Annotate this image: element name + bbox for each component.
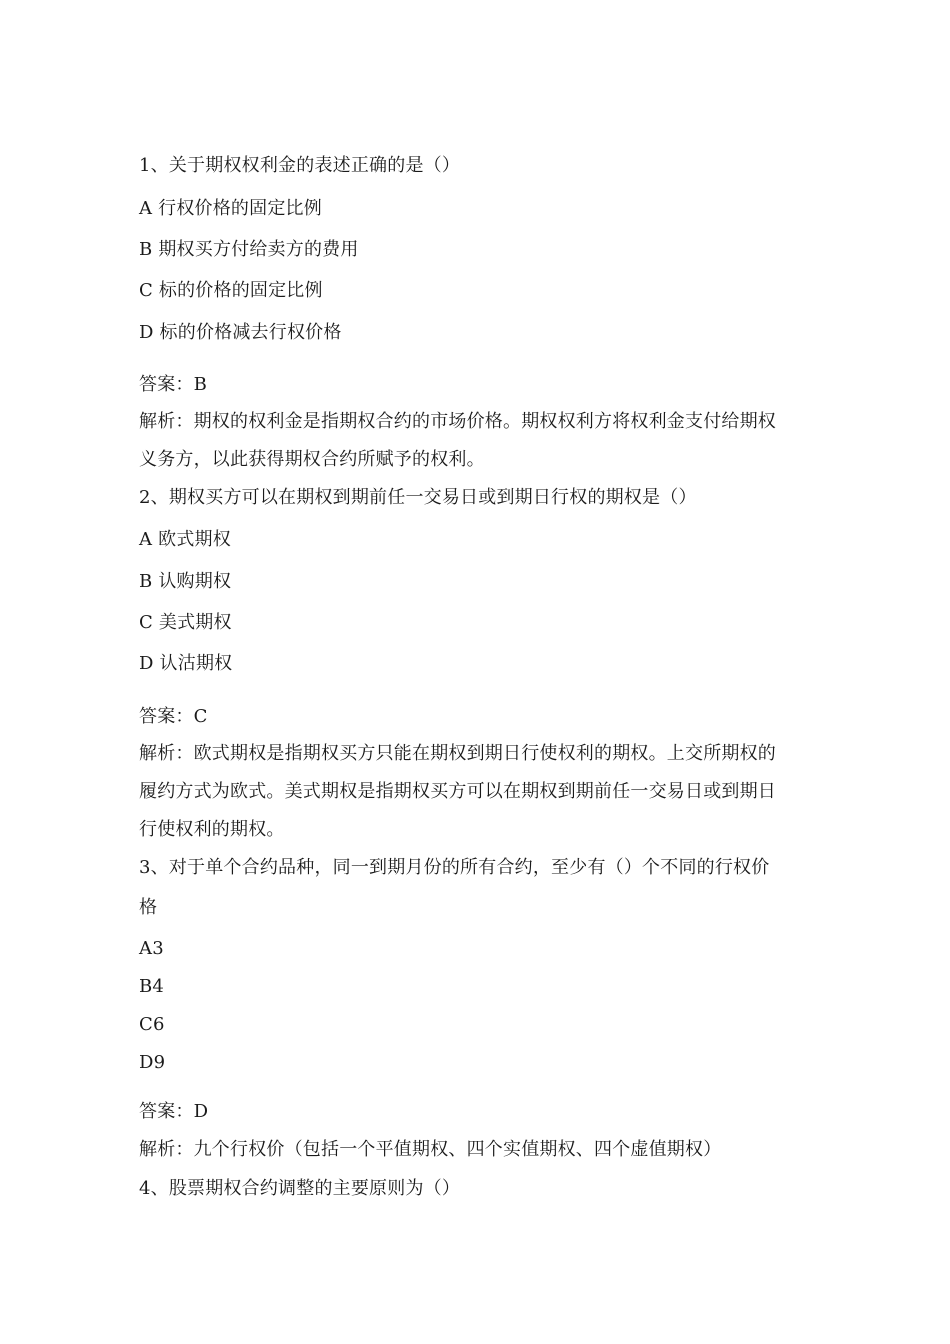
question-3-line-2: 格	[139, 897, 158, 918]
q1-option-c: C 标的价格的固定比例	[139, 280, 323, 301]
question-2: 2、期权买方可以在期权到期前任一交易日或到期日行权的期权是（）	[139, 487, 697, 508]
q2-option-a: A 欧式期权	[139, 529, 231, 550]
q2-analysis-line-1: 解析：欧式期权是指期权买方只能在期权到期日行使权利的期权。上交所期权的	[139, 743, 776, 764]
q2-answer: 答案：C	[139, 706, 208, 727]
q1-analysis-line-1: 解析：期权的权利金是指期权合约的市场价格。期权权利方将权利金支付给期权	[139, 411, 776, 432]
q3-analysis-line-1: 解析：九个行权价（包括一个平值期权、四个实值期权、四个虚值期权）	[139, 1139, 722, 1160]
q1-option-b: B 期权买方付给卖方的费用	[139, 239, 359, 260]
q1-answer: 答案：B	[139, 374, 208, 395]
q1-option-a: A 行权价格的固定比例	[139, 198, 322, 219]
q2-analysis-line-3: 行使权利的期权。	[139, 819, 285, 840]
q3-option-d: D9	[139, 1052, 166, 1073]
q2-analysis-line-2: 履约方式为欧式。美式期权是指期权买方可以在期权到期前任一交易日或到期日	[139, 781, 776, 802]
q3-option-b: B4	[139, 976, 165, 997]
q3-option-a: A3	[139, 938, 164, 959]
q1-option-d: D 标的价格减去行权价格	[139, 322, 342, 343]
q2-option-c: C 美式期权	[139, 612, 232, 633]
q3-option-c: C6	[139, 1014, 165, 1035]
question-4: 4、股票期权合约调整的主要原则为（）	[139, 1178, 461, 1199]
question-3-line-1: 3、对于单个合约品种，同一到期月份的所有合约，至少有（）个不同的行权价	[139, 857, 770, 878]
q2-option-d: D 认沽期权	[139, 653, 233, 674]
q2-option-b: B 认购期权	[139, 571, 232, 592]
q1-analysis-line-2: 义务方，以此获得期权合约所赋予的权利。	[139, 449, 485, 470]
q3-answer: 答案：D	[139, 1101, 209, 1122]
question-1: 1、关于期权权利金的表述正确的是（）	[139, 155, 461, 176]
